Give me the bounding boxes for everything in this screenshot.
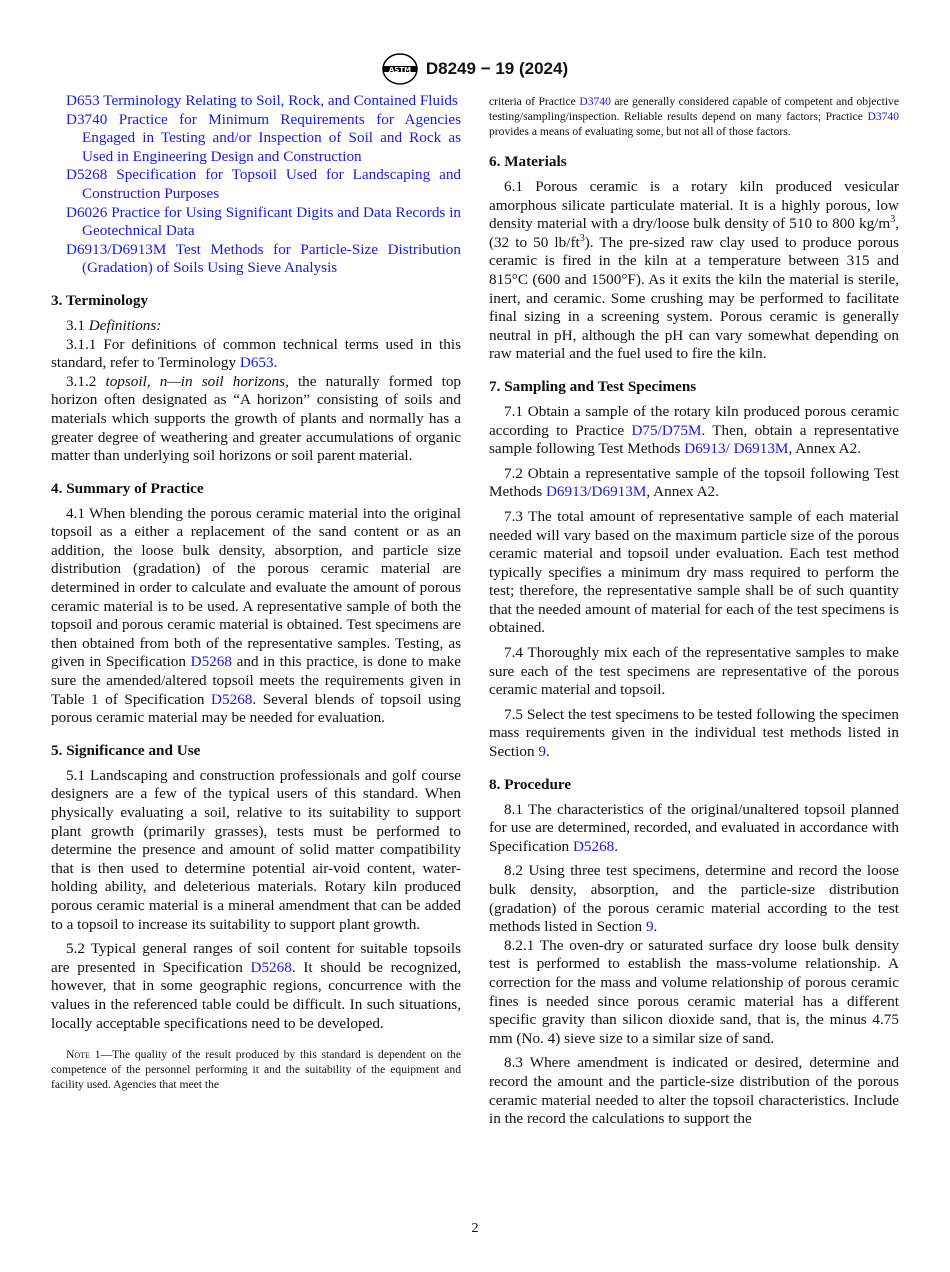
paragraph-5-1: 5.1 Landscaping and construction professionals and golf course designers are a few of the typical users of this standard. When physically evaluating a soil, relative to its suitability to support plant growth (primarily grasses), tests must be performed to determine the presence and amount of solid matter compatibility that is then used to determine potential air-void content, water-holding ability, and deleterious materials. Rotary kiln produced porous ceramic material is a mineral amendment that can be added to a topsoil to increase its suitability to support plant growth. [51,766,461,933]
paragraph-8-3: 8.3 Where amendment is indicated or desired, determine and record the amount and the particle-size distribution of the porous ceramic material needed to alter the topsoil characteristics. Include in the record the calculations to support the [489,1054,899,1128]
paragraph-7-4: 7.4 Thoroughly mix each of the representative samples to make sure each of the test specimens are representative of the porous ceramic material and topsoil. [489,644,899,699]
link-d5268[interactable]: D5268 [250,958,292,976]
paragraph-7-2: 7.2 Obtain a representative sample of the topsoil following Test Methods D6913/D6913M, Annex A2. [489,464,899,501]
note-1: Note 1—The quality of the result produced by this standard is dependent on the competence of the personnel performing it and the suitability of the equipment and facility used. Agencies that meet the [51,1048,461,1092]
reference-item[interactable]: D6026 Practice for Using Significant Digits and Data Records in Geotechnical Data [66,203,462,240]
paragraph-5-2: 5.2 Typical general ranges of soil content for suitable topsoils are presented in Specification D5268. It should be recognized, however, that in some geographic regions, concurrence with the values in the referenced table could be difficult. In such situations, locally acceptable specifications need to be developed. [51,940,461,1032]
astm-logo-icon [382,53,418,85]
paragraph-3-1: 3.1 Definitions: [66,316,162,334]
paragraph-8-2-1: 8.2.1 The oven-dry or saturated surface dry loose bulk density test is performed to establish the mass-volume relationship. A correction for the mass and volume relationship of porous ceramic fines is needed since porous ceramic material has a different specific gravity than silicon dioxide sand, that is, the minus 4.75 mm (No. 4) sieve size to a similar size of sand. [489,936,899,1047]
link-section-9[interactable]: 9 [645,918,654,936]
paragraph-7-5: 7.5 Select the test specimens to be tested following the specimen mass requirements given in the individual test methods listed in Section 9. [489,705,899,761]
link-section-9[interactable]: 9 [538,743,546,761]
reference-item[interactable]: D3740 Practice for Minimum Requirements for Agencies Engaged in Testing and/or Inspection of Soil and Rock as Used in Engineering Design and Construction [66,110,462,165]
paragraph-7-3: 7.3 The total amount of representative sample of each material needed will vary based on the maximum particle size of the porous ceramic material and topsoil under evaluation. Each test method typically specifies a minimum dry mass required to perform the test; therefore, the representative sample shall be of such quantity that the needed amount of material for each of the test specimens is obtained. [489,507,899,637]
right-column [489,92,899,1129]
link-d653[interactable]: D653 [239,354,274,372]
svg-text:ASTM: ASTM [388,66,411,74]
link-d75[interactable]: D75/D75M [631,421,702,439]
paragraph-6-1: 6.1 Porous ceramic is a rotary kiln produced vesicular amorphous silicate particulate material. It is a highly porous, low density material with a dry/loose bulk density of 510 to 800 $kg/m^3$, (32 to 50 $lb/ft^3$). The pre-sized raw clay used to produce porous ceramic is fired in the kiln at a temperature between 315 and 815°C (600 and 1500°F). As it exits the kiln the material is sterile, inert, and ceramic. Some crushing may be performed to facilitate final sizing in a screening system. Porous ceramic is generally neutral in pH, although the pH can vary somewhat depending on raw material and the fuel used to fire the kiln. [489,178,899,363]
link-d3740[interactable]: D3740 [579,95,611,108]
reference-item[interactable]: D5268 Specification for Topsoil Used for Landscaping and Construction Purposes [66,166,462,202]
link-d3740[interactable]: D3740 [867,110,899,123]
section-heading-significance: 5. Significance and Use [51,741,201,759]
page-header [0,50,950,88]
paragraph-8-2: 8.2 Using three test specimens, determine and record the loose bulk density, absorption, and the particle-size distribution (gradation) of the porous ceramic material according to the test methods listed in Section 9. [489,862,899,936]
link-d5268[interactable]: D5268 [572,837,615,855]
page-number: 2 [471,1221,479,1236]
section-heading-procedure: 8. Procedure [489,775,572,793]
link-d5268[interactable]: D5268 [211,690,253,708]
section-heading-sampling: 7. Sampling and Test Specimens [489,377,697,395]
link-d6913[interactable]: D6913/ D6913M [684,440,789,458]
link-d6913[interactable]: D6913/D6913M [545,483,647,501]
document-designation: D8249 − 19 (2024) [425,59,569,78]
paragraph-7-1: 7.1 Obtain a sample of the rotary kiln produced porous ceramic according to Practice D75/D75M. Then, obtain a representative sample following Test Methods D6913/ D6913M, Annex A2. [489,402,899,458]
section-heading-materials: 6. Materials [489,153,567,170]
note-1-continued: criteria of Practice D3740 are generally considered capable of competent and objective testing/sampling/inspection. Reliable results depend on many factors; Practice D3740 provides a means of evaluating some, but not all of those factors. [489,95,899,138]
paragraph-3-1-2: 3.1.2 topsoil, n—in soil horizons, the naturally formed top horizon often designated as “A horizon” consisting of soils and materials which supports the growth of plants and normally has a greater degree of weathering and greater accumulations of organic matter than underlying soil horizons or soil parent material. [51,372,462,465]
paragraph-3-1-1: 3.1.1 For definitions of common technical terms used in this standard, refer to Terminology D653. [51,335,461,372]
link-d5268[interactable]: D5268 [190,653,232,671]
reference-list [51,92,461,278]
reference-item[interactable]: D6913/D6913M Test Methods for Particle-Size Distribution (Gradation) of Soils Using Sieve Analysis [66,240,461,277]
section-heading-terminology: 3. Terminology [51,291,149,309]
paragraph-8-1: 8.1 The characteristics of the original/unaltered topsoil planned for use are determined, recorded, and evaluated in accordance with Specification D5268. [489,800,899,855]
left-column [51,92,461,1092]
paragraph-4-1: 4.1 When blending the porous ceramic material into the original topsoil as a either a replacement of the sand content or as an addition, the loose bulk density, absorption, and particle size distribution (gradation) of the porous ceramic material are determined in order to calculate and evaluate the amount of porous ceramic material is to be used. A representative sample of both the topsoil and porous ceramic material is obtained. Test specimens are then obtained from both of the representative samples. Testing, as given in Specification D5268 and in this practice, is done to make sure the amended/altered topsoil meets the requirements given in Table 1 of Specification D5268. Several blends of topsoil using porous ceramic material may be needed for evaluation. [51,504,462,727]
reference-item[interactable]: D653 Terminology Relating to Soil, Rock, and Contained Fluids [66,92,458,109]
section-heading-summary: 4. Summary of Practice [51,479,204,497]
